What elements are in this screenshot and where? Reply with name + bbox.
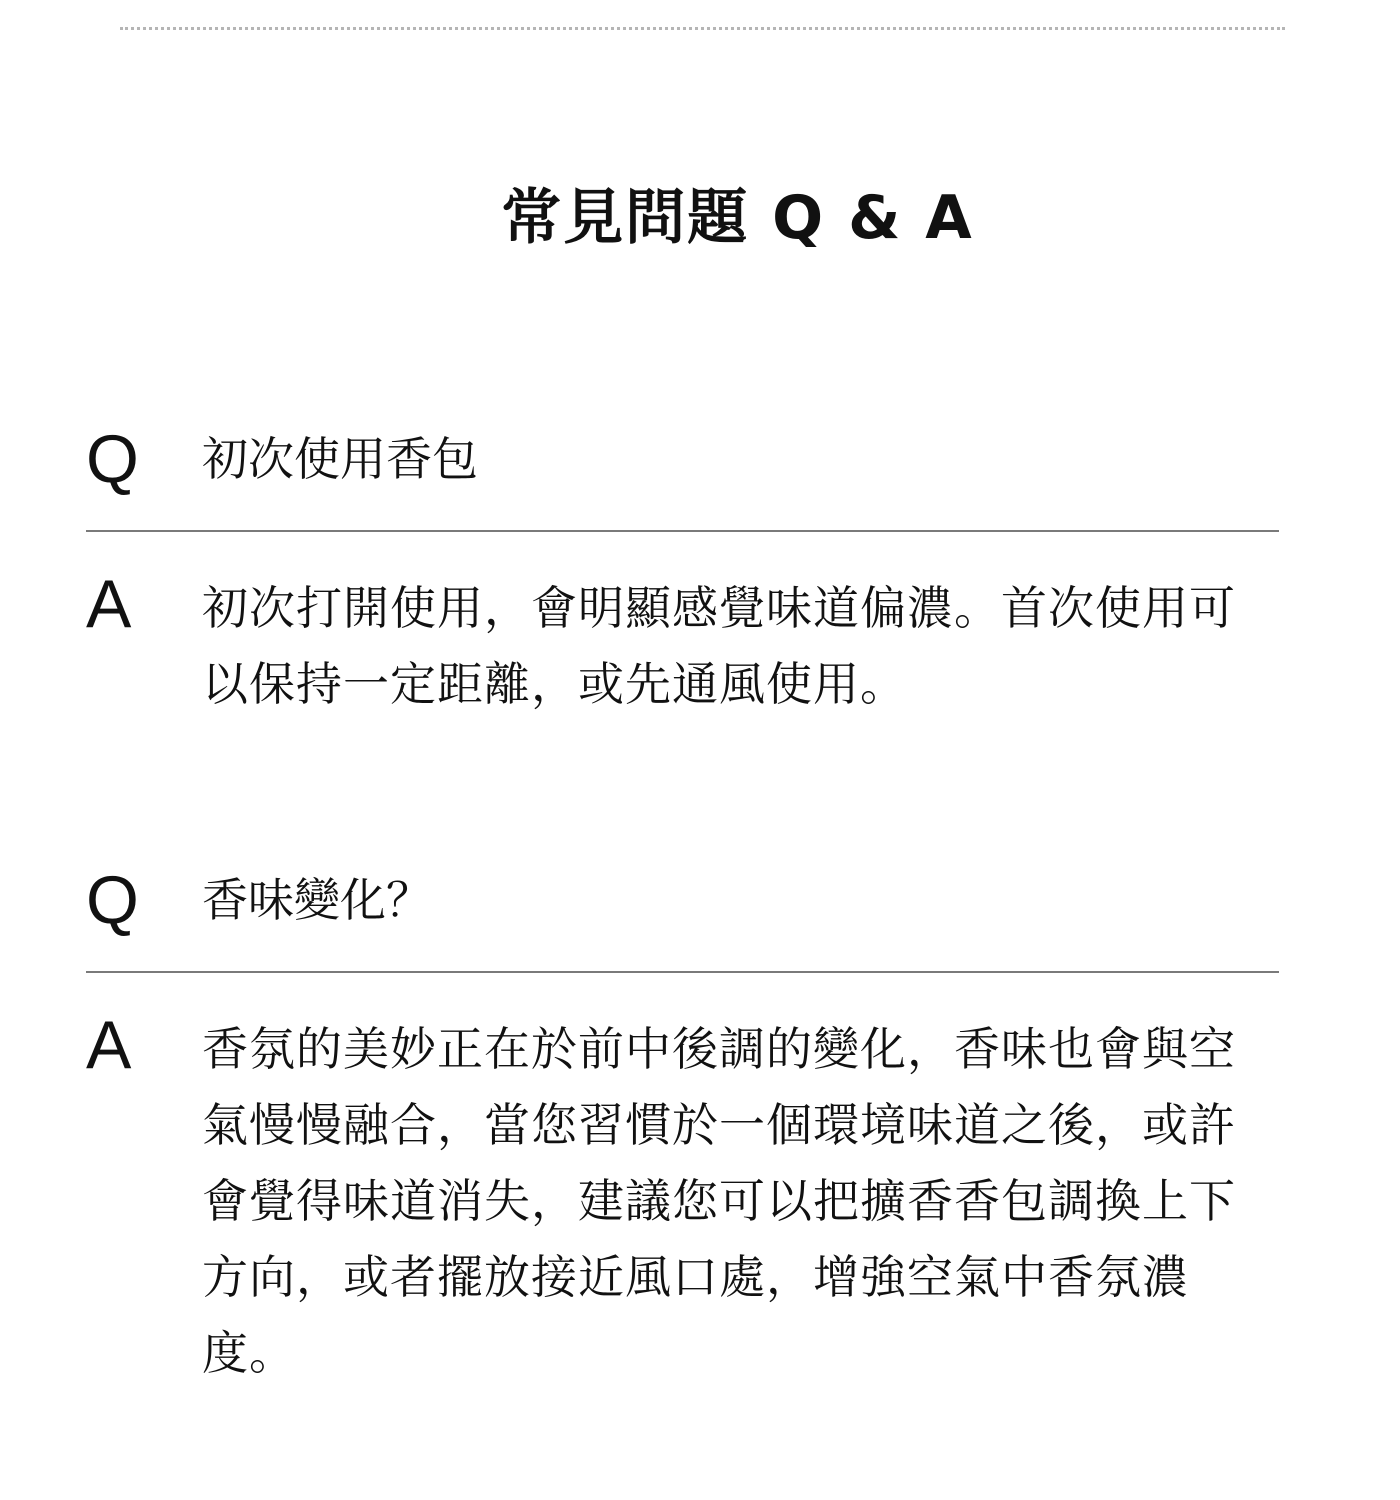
- top-dotted-divider: [120, 27, 1285, 30]
- faq-item-1: [86, 415, 1279, 745]
- faq-answer: 香氛的美妙正在於前中後調的變化，香味也會與空氣慢慢融合，當您習慣於一個環境味道之後，或許會覺得味道消失，建議您可以把擴香香包調換上下方向，或者擺放接近風口處，增強空氣中香氛濃度。: [202, 1022, 1236, 1380]
- faq-question: 初次使用香包: [202, 432, 478, 486]
- question-marker: Q: [86, 862, 139, 938]
- answer-marker: A: [86, 1007, 132, 1083]
- page-title: 常見問題 Q & A: [501, 183, 974, 253]
- question-marker: Q: [86, 421, 139, 497]
- faq-divider: [86, 530, 1279, 532]
- faq-answer: 初次打開使用，會明顯感覺味道偏濃。首次使用可以保持一定距離，或先通風使用。: [202, 581, 1236, 711]
- answer-marker: A: [86, 566, 132, 642]
- faq-question: 香味變化？: [202, 873, 432, 927]
- faq-question-row: [86, 856, 1279, 946]
- faq-divider: [86, 971, 1279, 973]
- faq-item-2: [86, 856, 1279, 1416]
- faq-question-row: [86, 415, 1279, 505]
